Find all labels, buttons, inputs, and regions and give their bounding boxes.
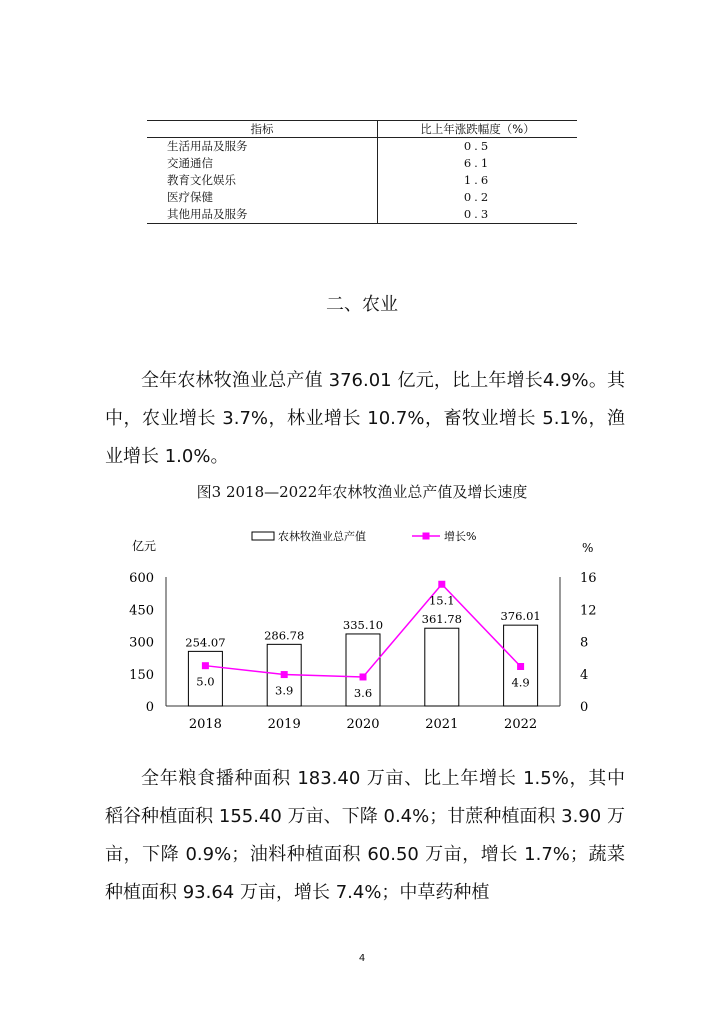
category-label: 2021	[425, 717, 459, 732]
bar-value-label: 286.78	[264, 628, 305, 643]
page-number: 4	[358, 953, 366, 964]
bar-value-label: 254.07	[185, 635, 226, 650]
figure-caption: 图3 2018—2022年农林牧渔业总产值及增长速度	[196, 483, 528, 501]
growth-value-label: 4.9	[511, 675, 530, 690]
left-tick-label: 150	[129, 667, 154, 683]
table-cell-value: 0.5	[463, 139, 492, 153]
category-label: 2022	[504, 717, 538, 732]
growth-point	[438, 581, 445, 588]
crop-area-paragraph: 全年粮食播种面积 183.40 万亩、比上年增长 1.5%，其中稻谷种植面积 155.40 万亩、下降 0.4%；甘蔗种植面积 3.90 万亩，下降 0.9%；油料种植面积 60.50 万亩，增长 1.7%；蔬菜种植面积 93.64 万亩，增长 7.4%；中草药种植	[105, 768, 625, 903]
table-cell-label: 其他用品及服务	[147, 206, 378, 224]
growth-value-label: 3.6	[353, 685, 373, 700]
bar-value-label: 376.01	[500, 609, 541, 624]
agriculture-output-paragraph: 全年农林牧渔业总产值 376.01 亿元，比上年增长4.9%。其中，农业增长 3.7%，林业增长 10.7%，畜牧业增长 5.1%，渔业增长 1.0%。	[105, 370, 625, 467]
table-row	[147, 172, 577, 189]
output-growth-chart	[0, 520, 724, 745]
legend-line-marker	[423, 533, 430, 540]
table-row	[147, 189, 577, 206]
table-cell-label: 教育文化娱乐	[147, 172, 378, 189]
right-tick-label: 12	[580, 603, 597, 619]
bar-value-label: 361.78	[421, 612, 462, 627]
growth-point	[517, 663, 524, 670]
growth-value-label: 3.9	[275, 683, 294, 698]
table-cell-label: 医疗保健	[147, 189, 378, 206]
left-tick-label: 300	[129, 635, 154, 651]
right-tick-label: 0	[580, 700, 589, 715]
left-tick-label: 600	[129, 571, 154, 586]
bar-value-label: 335.10	[342, 617, 384, 632]
growth-point	[202, 662, 209, 669]
legend-line-label: 增长%	[444, 530, 477, 543]
growth-point	[281, 671, 288, 678]
left-axis-title: 亿元	[132, 539, 157, 553]
price-change-table	[147, 120, 577, 224]
table-row	[147, 206, 577, 224]
bar-output	[425, 628, 459, 706]
table-row	[147, 138, 577, 156]
right-tick-label: 16	[580, 571, 597, 586]
category-label: 2018	[188, 717, 222, 732]
right-axis-title: %	[582, 541, 594, 555]
table-cell-value: 6.1	[463, 156, 492, 170]
table-cell-value: 0.2	[463, 190, 492, 204]
left-tick-label: 450	[129, 603, 154, 619]
category-label: 2020	[346, 717, 380, 732]
table-cell-label: 交通通信	[147, 155, 378, 172]
legend-bar-swatch	[252, 532, 274, 540]
right-tick-label: 4	[580, 667, 589, 683]
growth-value-label: 15.1	[428, 593, 455, 608]
table-cell-value: 1.6	[463, 173, 492, 187]
right-tick-label: 8	[580, 635, 589, 651]
table-row	[147, 155, 577, 172]
legend-bar-label: 农林牧渔业总产值	[278, 530, 366, 543]
table-header-row	[147, 121, 577, 138]
growth-point	[360, 673, 367, 680]
left-tick-label: 0	[145, 700, 154, 715]
table-header-indicator: 指标	[147, 121, 378, 138]
growth-value-label: 5.0	[196, 674, 215, 689]
category-label: 2019	[267, 717, 301, 732]
section-heading: 二、农业	[326, 294, 398, 315]
table-cell-value: 0.3	[378, 206, 578, 224]
table-header-change: 比上年涨跌幅度（%）	[378, 121, 578, 138]
table-cell-label: 生活用品及服务	[147, 138, 378, 156]
